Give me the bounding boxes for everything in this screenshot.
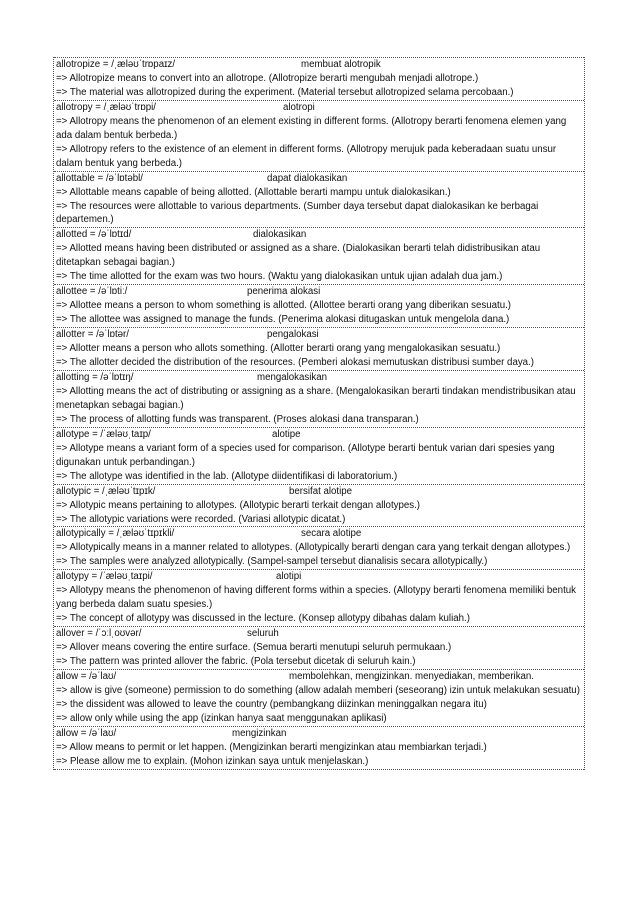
entry-line: => Allover means covering the entire surface. (Semua berarti menutupi seluruh permukaan.) [56,642,452,654]
entry-line: => The pattern was printed allover the fabric. (Pola tersebut dicetak di seluruh kain.) [56,656,416,668]
entry-line: => Please allow me to explain. (Mohon izinkan saya untuk menjelaskan.) [56,755,369,767]
entry-line: => The allotypic variations were recorded. (Variasi allotypic dicatat.) [56,513,346,525]
entry-line: => The samples were analyzed allotypically. (Sampel-sampel tersebut dianalisis secara allotypically.) [56,556,488,568]
entry [54,569,584,626]
entry-line: => Allow means to permit or let happen. (Mengizinkan berarti mengizinkan atau membiarkan terjadi.) [56,741,487,753]
entry-headword: allow = /əˈlaʊ/ [56,670,117,682]
entry [54,370,584,427]
entry-line: => The process of allotting funds was transparent. (Proses alokasi dana transparan.) [56,413,419,425]
entry-line: => Allotypy means the phenomenon of having different forms within a species. (Allotypy berarti fenomena memiliki bentuk yang berbeda dalam suatu spesies.) [56,585,576,611]
entry-headword: allow = /əˈlaʊ/ [56,727,117,739]
entry-line: => allow only while using the app (izinkan hanya saat menggunakan aplikasi) [56,712,387,724]
entry-headword: allover = /ˈɔːlˌoʊvər/ [56,628,142,640]
entry-headword: allotypy = /ˈæləʊˌtaɪpi/ [56,571,153,583]
entry-translation: mengizinkan [232,727,287,739]
entry-headword: allotting = /əˈlɒtɪŋ/ [56,371,134,383]
entry-translation: dapat dialokasikan [267,172,348,184]
entry [54,484,584,527]
entry-translation: alotipi [276,571,302,583]
entry-translation: mengalokasikan [257,371,328,383]
entry-line: => The allottee was assigned to manage the funds. (Penerima alokasi ditugaskan untuk mengelola dana.) [56,314,510,326]
entry-line: => Allotter means a person who allots something. (Allotter berarti orang yang mengalokasikan sesuatu.) [56,343,501,355]
entry-headword: allotype = /ˈæləʊˌtaɪp/ [56,428,151,440]
dictionary-page [53,57,585,770]
entry [54,171,584,228]
entry-translation: alotropi [283,101,315,113]
entry-headword: allotypically = /ˌæləʊˈtɪpɪkli/ [56,528,175,540]
entry-translation: membuat alotropik [301,59,381,70]
entry [54,526,584,569]
entry-translation: pengalokasi [267,329,319,341]
entry [54,284,584,327]
entry-line: => The resources were allottable to various departments. (Sumber daya tersebut dapat dialokasikan ke berbagai departemen.) [56,200,539,226]
entry-line: => Allotype means a variant form of a species used for comparison. (Allotype berarti bentuk varian dari spesies yang digunakan untuk perbandingan.) [56,442,555,468]
entry-headword: allotropize = /ˌæləʊˈtrɒpaɪz/ [56,59,176,70]
entry-line: => Allotted means having been distributed or assigned as a share. (Dialokasikan berarti telah didistribusikan atau ditetapkan sebagai bagian.) [56,243,541,269]
entry-translation: penerima alokasi [247,286,321,298]
entry-headword: allotted = /əˈlɒtɪd/ [56,229,132,241]
entry-headword: allotropy = /ˌæləʊˈtrɒpi/ [56,101,156,113]
entry [54,100,584,171]
entry-translation: alotipe [272,428,301,440]
entry-line: => Allotypic means pertaining to allotypes. (Allotypic berarti terkait dengan allotypes.) [56,499,421,511]
entry-line: => Allottable means capable of being allotted. (Allottable berarti mampu untuk dialokasikan.) [56,186,451,198]
entry-headword: allotter = /əˈlɒtər/ [56,329,129,341]
entry-headword: allotypic = /ˌæləʊˈtɪpɪk/ [56,485,156,497]
entry-line: => Allotypically means in a manner related to allotypes. (Allotypically berarti dengan cara yang terkait dengan allotypes.) [56,542,571,554]
entry-translation: dialokasikan [253,229,307,241]
entry-translation: bersifat alotipe [289,485,353,497]
entry-line: => The concept of allotypy was discussed in the lecture. (Konsep allotypy dibahas dalam kuliah.) [56,613,470,625]
entry-line: => Allotropy refers to the existence of an element in different forms. (Allotropy merujuk pada keberadaan suatu unsur dalam bentuk yang berbeda.) [56,143,557,169]
entry-line: => allow is give (someone) permission to do something (allow adalah memberi (seseorang) izin untuk melakukan sesuatu) [56,684,580,696]
entry [54,57,584,100]
entry-translation: membolehkan, mengizinkan. menyediakan, memberikan. [289,670,535,682]
entry-line: => The allotype was identified in the lab. (Allotype diidentifikasi di laboratorium.) [56,470,398,482]
entry [54,726,584,770]
entry-line: => The material was allotropized during the experiment. (Material tersebut allotropized selama percobaan.) [56,86,514,98]
entry-line: => Allottee means a person to whom something is allotted. (Allottee berarti orang yang diberikan sesuatu.) [56,300,512,312]
entry [54,227,584,284]
entry-line: => Allotropize means to convert into an allotrope. (Allotropize berarti mengubah menjadi allotrope.) [56,72,479,84]
entry-headword: allottable = /əˈlɒtəbl/ [56,172,143,184]
entry-translation: secara alotipe [301,528,362,540]
entry [54,327,584,370]
entry [54,626,584,669]
entry-line: => Allotting means the act of distributing or assigning as a share. (Mengalokasikan berarti tindakan mendistribusikan atau menetapkan sebagai bagian.) [56,385,576,411]
entry-line: => Allotropy means the phenomenon of an element existing in different forms. (Allotropy berarti fenomena elemen yang ada dalam bentuk berbeda.) [56,115,567,141]
entry [54,669,584,726]
entry [54,427,584,484]
entry-headword: allottee = /əˈlɒtiː/ [56,286,128,298]
entry-line: => The time allotted for the exam was two hours. (Waktu yang dialokasikan untuk ujian adalah dua jam.) [56,271,503,283]
entry-translation: seluruh [247,628,279,640]
entry-line: => the dissident was allowed to leave the country (pembangkang diizinkan meninggalkan negara itu) [56,698,487,710]
entry-line: => The allotter decided the distribution of the resources. (Pemberi alokasi memutuskan distribusi sumber daya.) [56,357,534,369]
